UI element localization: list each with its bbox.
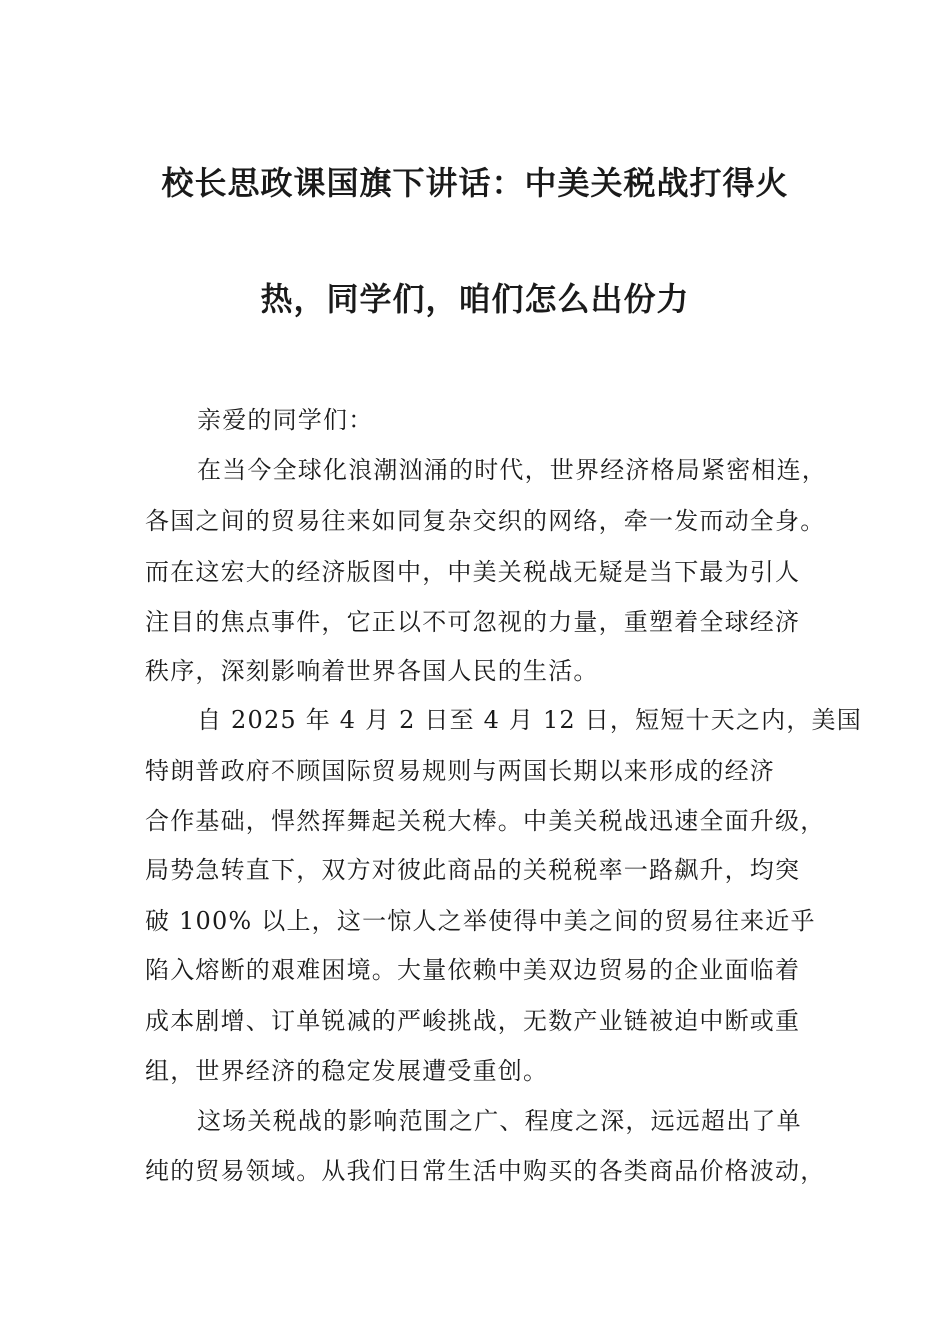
paragraph-2-line-1: 自 2025 年 4 月 2 日至 4 月 12 日，短短十天之内，美国 [197,706,862,734]
salutation: 亲爱的同学们： [197,406,374,434]
paragraph-2-line-2: 特朗普政府不顾国际贸易规则与两国长期以来形成的经济 [145,757,775,785]
paragraph-2-line-5: 破 100% 以上，这一惊人之举使得中美之间的贸易往来近乎 [145,907,816,935]
paragraph-2-line-3: 合作基础，悍然挥舞起关税大棒。中美关税战迅速全面升级， [145,807,826,835]
paragraph-2-line-8: 组，世界经济的稳定发展遭受重创。 [145,1057,549,1085]
paragraph-1-line-1: 在当今全球化浪潮汹涌的时代，世界经济格局紧密相连， [197,456,827,484]
paragraph-1-line-3: 而在这宏大的经济版图中，中美关税战无疑是当下最为引人 [145,558,801,586]
paragraph-2-line-4: 局势急转直下，双方对彼此商品的关税税率一路飙升，均突 [145,856,801,884]
paragraph-3-line-2: 纯的贸易领域。从我们日常生活中购买的各类商品价格波动， [145,1157,826,1185]
title-line-2: 热，同学们，咱们怎么出份力 [260,280,690,318]
paragraph-1-line-5: 秩序，深刻影响着世界各国人民的生活。 [145,657,599,685]
paragraph-1-line-4: 注目的焦点事件，它正以不可忽视的力量，重塑着全球经济 [145,608,801,636]
paragraph-2-line-6: 陷入熔断的艰难困境。大量依赖中美双边贸易的企业面临着 [145,956,801,984]
title-line-1: 校长思政课国旗下讲话：中美关税战打得火 [161,164,789,202]
paragraph-3-line-1: 这场关税战的影响范围之广、程度之深，远远超出了单 [197,1107,802,1135]
paragraph-1-line-2: 各国之间的贸易往来如同复杂交织的网络，牵一发而动全身。 [145,507,826,535]
paragraph-2-line-7: 成本剧增、订单锐减的严峻挑战，无数产业链被迫中断或重 [145,1007,801,1035]
